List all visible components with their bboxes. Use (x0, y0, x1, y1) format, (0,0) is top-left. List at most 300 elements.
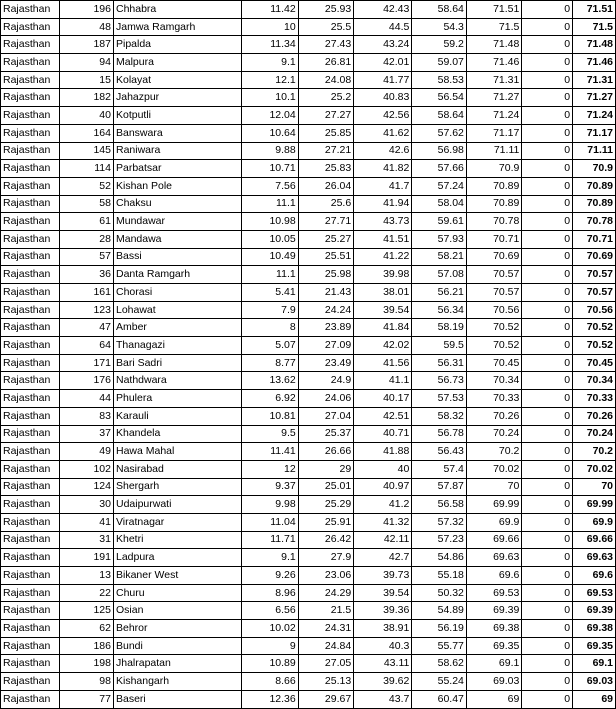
constituency-name-cell: Churu (113, 584, 241, 602)
final-turnout-cell: 70 (573, 478, 616, 496)
value-cell-2: 25.51 (298, 248, 353, 266)
value-cell-4: 55.24 (412, 673, 467, 691)
constituency-name-cell: Jamwa Ramgarh (113, 18, 241, 36)
state-cell: Rajasthan (1, 124, 60, 142)
final-turnout-cell: 71.27 (573, 89, 616, 107)
value-cell-4: 57.08 (412, 266, 467, 284)
table-row (1, 107, 616, 125)
table-row (1, 390, 616, 408)
table-row (1, 602, 616, 620)
value-cell-3: 41.7 (354, 177, 412, 195)
value-cell-5: 71.24 (466, 107, 521, 125)
value-cell-2: 21.5 (298, 602, 353, 620)
value-cell-1: 11.1 (242, 195, 298, 213)
value-cell-1: 12.36 (242, 690, 298, 708)
constituency-name-cell: Jahazpur (113, 89, 241, 107)
constituency-name-cell: Chaksu (113, 195, 241, 213)
constituency-number-cell: 187 (60, 36, 114, 54)
value-cell-6: 0 (522, 567, 573, 585)
value-cell-4: 57.93 (412, 230, 467, 248)
constituency-name-cell: Mundawar (113, 213, 241, 231)
constituency-name-cell: Parbatsar (113, 160, 241, 178)
constituency-name-cell: Nasirabad (113, 460, 241, 478)
value-cell-6: 0 (522, 160, 573, 178)
final-turnout-cell: 70.71 (573, 230, 616, 248)
constituency-number-cell: 102 (60, 460, 114, 478)
table-row (1, 54, 616, 72)
value-cell-3: 39.98 (354, 266, 412, 284)
constituency-number-cell: 36 (60, 266, 114, 284)
value-cell-6: 0 (522, 107, 573, 125)
value-cell-1: 9.26 (242, 567, 298, 585)
final-turnout-cell: 70.57 (573, 284, 616, 302)
value-cell-3: 39.73 (354, 567, 412, 585)
value-cell-1: 7.56 (242, 177, 298, 195)
value-cell-5: 70.56 (466, 301, 521, 319)
constituency-name-cell: Pipalda (113, 36, 241, 54)
value-cell-4: 58.19 (412, 319, 467, 337)
value-cell-2: 25.98 (298, 266, 353, 284)
value-cell-6: 0 (522, 637, 573, 655)
constituency-name-cell: Osian (113, 602, 241, 620)
state-cell: Rajasthan (1, 337, 60, 355)
table-row (1, 71, 616, 89)
constituency-name-cell: Khetri (113, 531, 241, 549)
final-turnout-cell: 70.89 (573, 177, 616, 195)
table-row (1, 673, 616, 691)
value-cell-6: 0 (522, 142, 573, 160)
value-cell-5: 71.27 (466, 89, 521, 107)
value-cell-6: 0 (522, 673, 573, 691)
value-cell-1: 9.88 (242, 142, 298, 160)
final-turnout-cell: 69.1 (573, 655, 616, 673)
state-cell: Rajasthan (1, 230, 60, 248)
value-cell-4: 54.89 (412, 602, 467, 620)
constituency-name-cell: Banswara (113, 124, 241, 142)
value-cell-1: 10.05 (242, 230, 298, 248)
constituency-name-cell: Behror (113, 620, 241, 638)
value-cell-4: 57.53 (412, 390, 467, 408)
value-cell-2: 25.29 (298, 496, 353, 514)
value-cell-5: 70.71 (466, 230, 521, 248)
value-cell-6: 0 (522, 213, 573, 231)
constituency-number-cell: 41 (60, 513, 114, 531)
value-cell-6: 0 (522, 124, 573, 142)
value-cell-6: 0 (522, 372, 573, 390)
value-cell-2: 27.71 (298, 213, 353, 231)
value-cell-4: 58.64 (412, 1, 467, 19)
value-cell-5: 71.31 (466, 71, 521, 89)
table-row (1, 354, 616, 372)
state-cell: Rajasthan (1, 390, 60, 408)
value-cell-3: 41.51 (354, 230, 412, 248)
constituency-number-cell: 40 (60, 107, 114, 125)
value-cell-1: 9 (242, 637, 298, 655)
constituency-number-cell: 48 (60, 18, 114, 36)
value-cell-5: 69.9 (466, 513, 521, 531)
value-cell-5: 69.99 (466, 496, 521, 514)
value-cell-6: 0 (522, 549, 573, 567)
constituency-number-cell: 186 (60, 637, 114, 655)
value-cell-5: 69.38 (466, 620, 521, 638)
value-cell-6: 0 (522, 284, 573, 302)
value-cell-1: 10.49 (242, 248, 298, 266)
constituency-name-cell: Thanagazi (113, 337, 241, 355)
constituency-number-cell: 47 (60, 319, 114, 337)
value-cell-4: 56.58 (412, 496, 467, 514)
value-cell-5: 70.57 (466, 266, 521, 284)
value-cell-6: 0 (522, 443, 573, 461)
value-cell-5: 69.39 (466, 602, 521, 620)
table-row (1, 266, 616, 284)
state-cell: Rajasthan (1, 513, 60, 531)
final-turnout-cell: 70.57 (573, 266, 616, 284)
value-cell-4: 58.32 (412, 407, 467, 425)
value-cell-2: 27.43 (298, 36, 353, 54)
value-cell-6: 0 (522, 354, 573, 372)
state-cell: Rajasthan (1, 89, 60, 107)
value-cell-1: 12 (242, 460, 298, 478)
value-cell-5: 70.89 (466, 195, 521, 213)
constituency-number-cell: 13 (60, 567, 114, 585)
final-turnout-cell: 71.17 (573, 124, 616, 142)
value-cell-6: 0 (522, 407, 573, 425)
state-cell: Rajasthan (1, 301, 60, 319)
value-cell-2: 27.09 (298, 337, 353, 355)
value-cell-5: 70.34 (466, 372, 521, 390)
value-cell-2: 26.42 (298, 531, 353, 549)
table-row (1, 36, 616, 54)
table-row (1, 177, 616, 195)
state-cell: Rajasthan (1, 690, 60, 708)
table-row (1, 637, 616, 655)
value-cell-6: 0 (522, 71, 573, 89)
value-cell-3: 42.11 (354, 531, 412, 549)
constituency-name-cell: Lohawat (113, 301, 241, 319)
value-cell-4: 54.3 (412, 18, 467, 36)
value-cell-1: 6.92 (242, 390, 298, 408)
table-row (1, 337, 616, 355)
value-cell-2: 24.9 (298, 372, 353, 390)
value-cell-3: 40.83 (354, 89, 412, 107)
constituency-name-cell: Phulera (113, 390, 241, 408)
constituency-name-cell: Amber (113, 319, 241, 337)
value-cell-5: 71.5 (466, 18, 521, 36)
table-row (1, 195, 616, 213)
value-cell-2: 23.49 (298, 354, 353, 372)
value-cell-1: 11.04 (242, 513, 298, 531)
table-row (1, 584, 616, 602)
constituency-number-cell: 176 (60, 372, 114, 390)
value-cell-2: 26.04 (298, 177, 353, 195)
value-cell-4: 56.43 (412, 443, 467, 461)
value-cell-2: 24.24 (298, 301, 353, 319)
value-cell-1: 8 (242, 319, 298, 337)
value-cell-6: 0 (522, 36, 573, 54)
value-cell-2: 25.85 (298, 124, 353, 142)
value-cell-6: 0 (522, 531, 573, 549)
value-cell-4: 59.5 (412, 337, 467, 355)
constituency-name-cell: Kolayat (113, 71, 241, 89)
value-cell-3: 39.54 (354, 584, 412, 602)
value-cell-5: 70.78 (466, 213, 521, 231)
final-turnout-cell: 70.52 (573, 319, 616, 337)
value-cell-1: 11.1 (242, 266, 298, 284)
value-cell-6: 0 (522, 89, 573, 107)
final-turnout-cell: 70.24 (573, 425, 616, 443)
final-turnout-cell: 70.78 (573, 213, 616, 231)
value-cell-6: 0 (522, 513, 573, 531)
value-cell-6: 0 (522, 248, 573, 266)
final-turnout-cell: 69 (573, 690, 616, 708)
state-cell: Rajasthan (1, 107, 60, 125)
constituency-name-cell: Hawa Mahal (113, 443, 241, 461)
value-cell-4: 55.18 (412, 567, 467, 585)
value-cell-1: 11.71 (242, 531, 298, 549)
value-cell-5: 70.52 (466, 337, 521, 355)
state-cell: Rajasthan (1, 71, 60, 89)
value-cell-2: 24.31 (298, 620, 353, 638)
value-cell-1: 9.1 (242, 549, 298, 567)
value-cell-2: 24.29 (298, 584, 353, 602)
value-cell-2: 27.9 (298, 549, 353, 567)
value-cell-6: 0 (522, 425, 573, 443)
final-turnout-cell: 71.51 (573, 1, 616, 19)
value-cell-6: 0 (522, 177, 573, 195)
value-cell-6: 0 (522, 1, 573, 19)
constituency-number-cell: 94 (60, 54, 114, 72)
final-turnout-cell: 69.38 (573, 620, 616, 638)
value-cell-6: 0 (522, 602, 573, 620)
final-turnout-cell: 71.31 (573, 71, 616, 89)
table-row (1, 478, 616, 496)
value-cell-2: 27.04 (298, 407, 353, 425)
constituency-name-cell: Nathdwara (113, 372, 241, 390)
value-cell-3: 38.91 (354, 620, 412, 638)
value-cell-4: 60.47 (412, 690, 467, 708)
state-cell: Rajasthan (1, 354, 60, 372)
constituency-name-cell: Kotputli (113, 107, 241, 125)
value-cell-1: 13.62 (242, 372, 298, 390)
value-cell-2: 24.84 (298, 637, 353, 655)
value-cell-2: 29 (298, 460, 353, 478)
final-turnout-cell: 69.35 (573, 637, 616, 655)
value-cell-1: 7.9 (242, 301, 298, 319)
constituency-number-cell: 171 (60, 354, 114, 372)
constituency-number-cell: 58 (60, 195, 114, 213)
state-cell: Rajasthan (1, 460, 60, 478)
constituency-number-cell: 22 (60, 584, 114, 602)
value-cell-3: 42.43 (354, 1, 412, 19)
constituency-number-cell: 57 (60, 248, 114, 266)
value-cell-3: 39.54 (354, 301, 412, 319)
value-cell-3: 43.73 (354, 213, 412, 231)
final-turnout-cell: 70.89 (573, 195, 616, 213)
constituency-number-cell: 15 (60, 71, 114, 89)
value-cell-4: 57.24 (412, 177, 467, 195)
state-cell: Rajasthan (1, 478, 60, 496)
state-cell: Rajasthan (1, 567, 60, 585)
state-cell: Rajasthan (1, 443, 60, 461)
constituency-name-cell: Raniwara (113, 142, 241, 160)
value-cell-5: 70.9 (466, 160, 521, 178)
state-cell: Rajasthan (1, 496, 60, 514)
value-cell-2: 23.06 (298, 567, 353, 585)
constituency-name-cell: Khandela (113, 425, 241, 443)
value-cell-6: 0 (522, 54, 573, 72)
state-cell: Rajasthan (1, 584, 60, 602)
value-cell-2: 25.37 (298, 425, 353, 443)
value-cell-1: 9.37 (242, 478, 298, 496)
value-cell-3: 38.01 (354, 284, 412, 302)
constituency-name-cell: Udaipurwati (113, 496, 241, 514)
value-cell-5: 70.24 (466, 425, 521, 443)
constituency-number-cell: 182 (60, 89, 114, 107)
state-cell: Rajasthan (1, 142, 60, 160)
constituency-number-cell: 61 (60, 213, 114, 231)
state-cell: Rajasthan (1, 213, 60, 231)
constituency-name-cell: Karauli (113, 407, 241, 425)
final-turnout-cell: 70.9 (573, 160, 616, 178)
value-cell-3: 43.7 (354, 690, 412, 708)
constituency-number-cell: 164 (60, 124, 114, 142)
table-row (1, 460, 616, 478)
table-row (1, 18, 616, 36)
value-cell-2: 25.2 (298, 89, 353, 107)
value-cell-1: 8.96 (242, 584, 298, 602)
value-cell-4: 57.4 (412, 460, 467, 478)
value-cell-3: 41.62 (354, 124, 412, 142)
value-cell-6: 0 (522, 460, 573, 478)
state-cell: Rajasthan (1, 655, 60, 673)
value-cell-3: 43.11 (354, 655, 412, 673)
value-cell-2: 25.13 (298, 673, 353, 691)
constituency-number-cell: 114 (60, 160, 114, 178)
final-turnout-cell: 70.56 (573, 301, 616, 319)
value-cell-6: 0 (522, 655, 573, 673)
value-cell-3: 44.5 (354, 18, 412, 36)
state-cell: Rajasthan (1, 177, 60, 195)
value-cell-1: 9.1 (242, 54, 298, 72)
value-cell-3: 42.7 (354, 549, 412, 567)
value-cell-1: 10.89 (242, 655, 298, 673)
value-cell-6: 0 (522, 690, 573, 708)
constituency-name-cell: Kishan Pole (113, 177, 241, 195)
value-cell-1: 10.02 (242, 620, 298, 638)
final-turnout-cell: 71.11 (573, 142, 616, 160)
final-turnout-cell: 71.24 (573, 107, 616, 125)
value-cell-5: 69.63 (466, 549, 521, 567)
table-row (1, 248, 616, 266)
state-cell: Rajasthan (1, 1, 60, 19)
constituency-number-cell: 52 (60, 177, 114, 195)
value-cell-5: 69.53 (466, 584, 521, 602)
table-row (1, 443, 616, 461)
final-turnout-cell: 69.66 (573, 531, 616, 549)
table-row (1, 142, 616, 160)
constituency-number-cell: 191 (60, 549, 114, 567)
final-turnout-cell: 71.5 (573, 18, 616, 36)
constituency-name-cell: Bari Sadri (113, 354, 241, 372)
value-cell-4: 59.07 (412, 54, 467, 72)
value-cell-2: 25.93 (298, 1, 353, 19)
final-turnout-cell: 70.33 (573, 390, 616, 408)
value-cell-4: 56.31 (412, 354, 467, 372)
value-cell-3: 41.94 (354, 195, 412, 213)
value-cell-1: 11.41 (242, 443, 298, 461)
value-cell-4: 57.66 (412, 160, 467, 178)
final-turnout-cell: 69.03 (573, 673, 616, 691)
final-turnout-cell: 70.69 (573, 248, 616, 266)
table-row (1, 124, 616, 142)
constituency-name-cell: Bassi (113, 248, 241, 266)
table-row (1, 513, 616, 531)
table-row (1, 230, 616, 248)
value-cell-1: 11.42 (242, 1, 298, 19)
constituency-name-cell: Danta Ramgarh (113, 266, 241, 284)
constituency-number-cell: 83 (60, 407, 114, 425)
value-cell-2: 29.67 (298, 690, 353, 708)
value-cell-6: 0 (522, 496, 573, 514)
value-cell-3: 40.17 (354, 390, 412, 408)
value-cell-3: 39.36 (354, 602, 412, 620)
table-row (1, 213, 616, 231)
value-cell-4: 56.73 (412, 372, 467, 390)
value-cell-1: 11.34 (242, 36, 298, 54)
value-cell-4: 56.21 (412, 284, 467, 302)
value-cell-5: 69.35 (466, 637, 521, 655)
table-row (1, 284, 616, 302)
state-cell: Rajasthan (1, 620, 60, 638)
final-turnout-cell: 69.9 (573, 513, 616, 531)
constituency-number-cell: 198 (60, 655, 114, 673)
constituency-name-cell: Mandawa (113, 230, 241, 248)
value-cell-4: 57.62 (412, 124, 467, 142)
value-cell-6: 0 (522, 266, 573, 284)
state-cell: Rajasthan (1, 673, 60, 691)
constituency-name-cell: Ladpura (113, 549, 241, 567)
value-cell-4: 55.77 (412, 637, 467, 655)
value-cell-2: 27.21 (298, 142, 353, 160)
final-turnout-cell: 70.34 (573, 372, 616, 390)
value-cell-2: 25.83 (298, 160, 353, 178)
value-cell-4: 59.2 (412, 36, 467, 54)
value-cell-4: 56.34 (412, 301, 467, 319)
state-cell: Rajasthan (1, 36, 60, 54)
table-row (1, 549, 616, 567)
value-cell-2: 25.6 (298, 195, 353, 213)
state-cell: Rajasthan (1, 18, 60, 36)
table-row (1, 160, 616, 178)
value-cell-4: 58.64 (412, 107, 467, 125)
final-turnout-cell: 70.45 (573, 354, 616, 372)
final-turnout-cell: 71.48 (573, 36, 616, 54)
constituency-name-cell: Bundi (113, 637, 241, 655)
value-cell-6: 0 (522, 18, 573, 36)
table-row (1, 1, 616, 19)
value-cell-1: 10.98 (242, 213, 298, 231)
value-cell-5: 71.11 (466, 142, 521, 160)
value-cell-6: 0 (522, 584, 573, 602)
value-cell-3: 41.82 (354, 160, 412, 178)
final-turnout-cell: 69.53 (573, 584, 616, 602)
final-turnout-cell: 70.52 (573, 337, 616, 355)
constituency-name-cell: Chhabra (113, 1, 241, 19)
table-row (1, 425, 616, 443)
value-cell-4: 56.19 (412, 620, 467, 638)
value-cell-2: 24.06 (298, 390, 353, 408)
state-cell: Rajasthan (1, 372, 60, 390)
